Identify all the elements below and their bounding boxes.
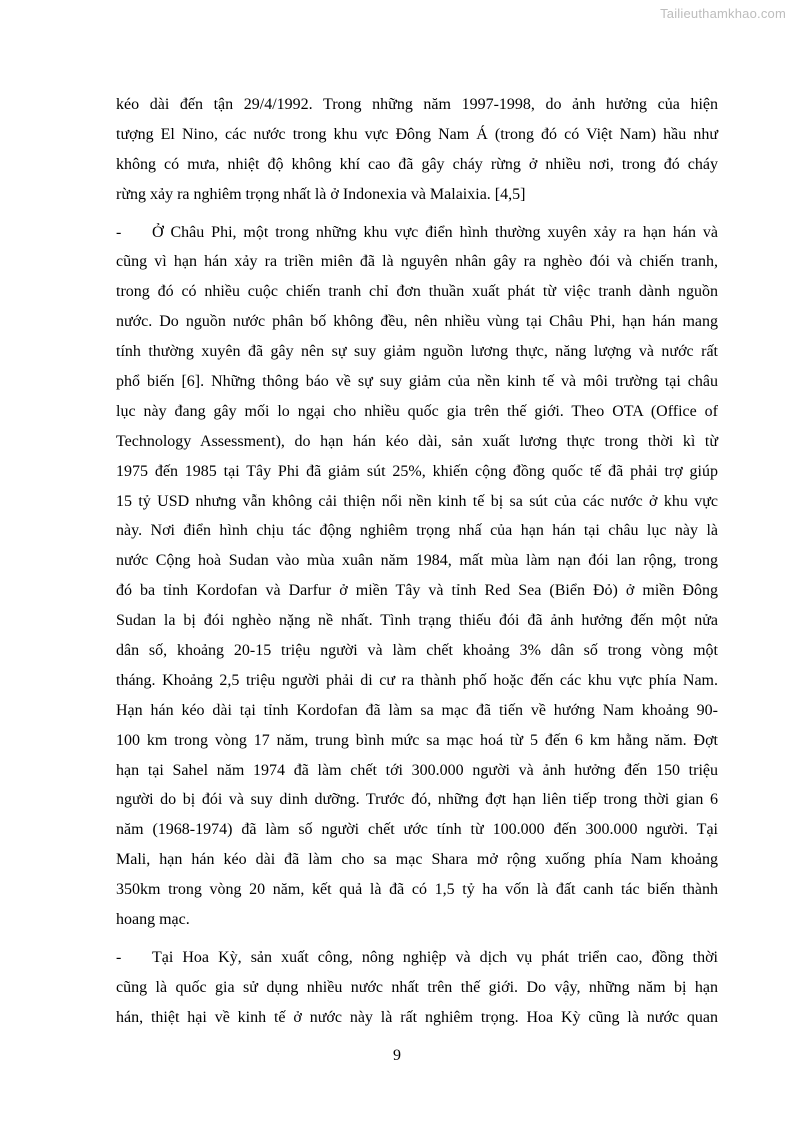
text-line: Ở Châu Phi, một trong những khu vực điển hình thường xuyên xảy ra hạn hán và — [152, 223, 718, 241]
text-line: Technology Assessment), do hạn hán kéo dài, sản xuất lương thực trong thời kì từ — [116, 432, 718, 450]
text-line: 15 tỷ USD nhưng vẫn không cải thiện nổi nền kinh tế bị sa sút của các nước ở khu vực — [116, 492, 718, 510]
paragraph-1 — [116, 90, 718, 210]
page-body — [116, 90, 718, 1033]
bullet-dash: - — [116, 948, 122, 966]
text-line: người do bị đói và suy dinh dưỡng. Trước đó, những đợt hạn liên tiếp trong thời gian 6 — [116, 791, 718, 809]
page-number: 9 — [393, 1047, 401, 1064]
text-line: hạn tại Sahel năm 1974 đã làm chết tới 300.000 người và ảnh hưởng đến 150 triệu — [116, 761, 718, 779]
bullet-line — [116, 943, 718, 973]
text-line: tháng. Khoảng 2,5 triệu người phải di cư ra thành phố hoặc đến các khu vực phía Nam. — [116, 671, 718, 689]
paragraph-2 — [116, 218, 718, 935]
text-line: hoang mạc. — [116, 911, 190, 929]
text-line: đó ba tỉnh Kordofan và Darfur ở miền Tây và tỉnh Red Sea (Biển Đỏ) ở miền Đông — [116, 582, 718, 600]
watermark: Tailieuthamkhao.com — [660, 6, 786, 21]
text-line: 350km trong vòng 20 năm, kết quả là đã có 1,5 tỷ ha vốn là đất canh tác biến thành — [116, 881, 718, 899]
text-line: Tại Hoa Kỳ, sản xuất công, nông nghiệp và dịch vụ phát triển cao, đồng thời — [152, 948, 718, 966]
text-line: phổ biến [6]. Những thông báo về sự suy giảm của nền kinh tế và môi trường tại châu — [116, 373, 718, 391]
text-line: lục này đang gây mối lo ngại cho nhiều quốc gia trên thế giới. Theo OTA (Office of — [116, 402, 718, 420]
text-line: tượng El Nino, các nước trong khu vực Đông Nam Á (trong đó có Việt Nam) hầu như — [116, 125, 718, 143]
text-line: cũng vì hạn hán xảy ra triền miên đã là nguyên nhân gây ra nghèo đói và chiến tranh, — [116, 253, 718, 271]
text-line: Hạn hán kéo dài tại tỉnh Kordofan đã làm sa mạc đã tiến về hướng Nam khoảng 90- — [116, 701, 718, 719]
text-line: hán, thiệt hại về kinh tế ở nước này là rất nghiêm trọng. Hoa Kỳ cũng là nước quan — [116, 1008, 718, 1026]
text-line: trong đó có nhiều cuộc chiến tranh chỉ đơn thuần xuất phát từ việc tranh dành nguồn — [116, 283, 718, 301]
text-line: 1975 đến 1985 tại Tây Phi đã giảm sút 25%, khiến cộng đồng quốc tế đã phải trợ giúp — [116, 462, 718, 480]
text-line: tính thường xuyên đã gây nên sự suy giảm nguồn lương thực, năng lượng và nước rất — [116, 343, 718, 361]
text-line: nước. Do nguồn nước phân bố không đều, nên nhiều vùng tại Châu Phi, hạn hán mang — [116, 313, 718, 331]
text-line: kéo dài đến tận 29/4/1992. Trong những năm 1997-1998, do ảnh hưởng của hiện — [116, 96, 718, 113]
text-line: 100 km trong vòng 17 năm, trung bình mức sa mạc hoá từ 5 đến 6 km hằng năm. Đợt — [116, 731, 718, 749]
text-line: không có mưa, nhiệt độ không khí cao đã gây cháy rừng ở nhiều nơi, trong đó cháy — [116, 155, 718, 173]
text-line: này. Nơi điển hình chịu tác động nghiêm trọng nhấ của hạn hán tại châu lục này là — [116, 522, 718, 540]
paragraph-3 — [116, 943, 718, 1033]
text-line: rừng xảy ra nghiêm trọng nhất là ở Indonexia và Malaixia. [4,5] — [116, 185, 526, 203]
text-line: năm (1968-1974) đã làm số người chết ước tính từ 100.000 đến 300.000 người. Tại — [116, 821, 718, 839]
text-line: cũng là quốc gia sử dụng nhiều nước nhất trên thế giới. Do vậy, những năm bị hạn — [116, 978, 718, 996]
bullet-line — [116, 218, 718, 248]
text-line: Mali, hạn hán kéo dài đã làm cho sa mạc Shara mở rộng xuống phía Nam khoảng — [116, 851, 718, 869]
bullet-dash: - — [116, 223, 122, 241]
text-line: dân số, khoảng 20-15 triệu người và làm chết khoảng 3% dân số trong vòng một — [116, 642, 718, 660]
text-line: nước Cộng hoà Sudan vào mùa xuân năm 1984, mất mùa làm nạn đói lan rộng, trong — [116, 552, 718, 570]
text-line: Sudan la bị đói nghèo nặng nề nhất. Tình trạng thiếu đói đã ảnh hưởng đến một nửa — [116, 612, 718, 630]
